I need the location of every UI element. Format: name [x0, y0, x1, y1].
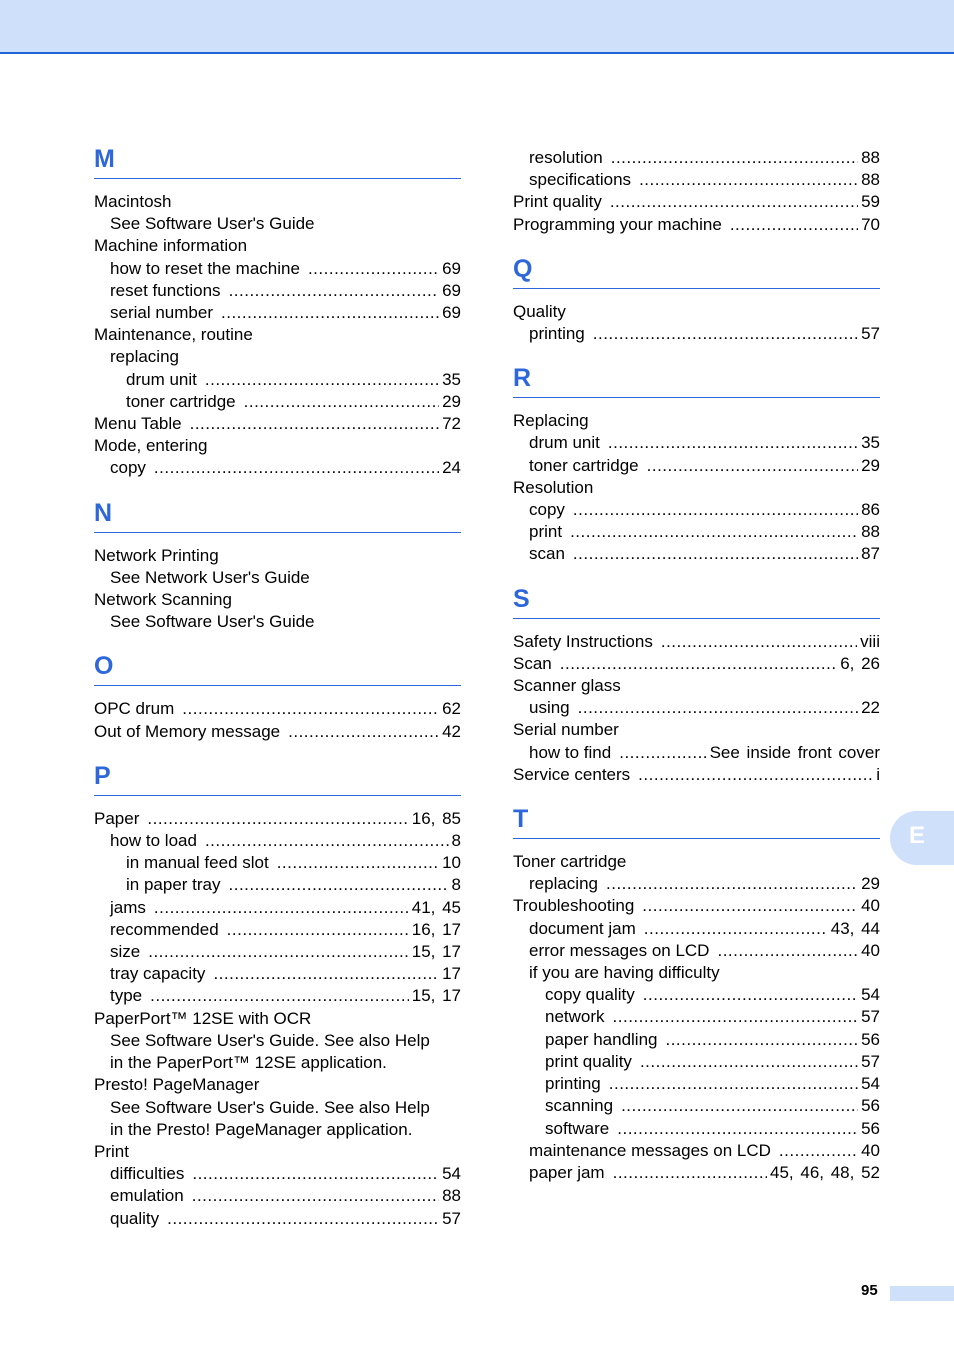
dot-leader — [779, 1140, 858, 1162]
index-entry — [94, 1074, 461, 1096]
entry-term: Presto! PageManager — [94, 1075, 260, 1095]
entry-pages: 24 — [442, 458, 461, 478]
entry-pages: 56 — [861, 1096, 880, 1116]
entry-term: Machine information — [94, 236, 248, 256]
index-entry — [94, 1030, 461, 1052]
dot-leader — [190, 413, 439, 435]
index-section — [513, 250, 880, 345]
index-entry — [513, 169, 880, 191]
entry-pages: 17 — [442, 964, 461, 984]
entry-term: drum unit — [529, 433, 600, 453]
entry-term: type — [110, 986, 143, 1006]
section-rule — [513, 618, 880, 619]
index-entry — [94, 1163, 461, 1185]
entry-pages: 35 — [442, 369, 461, 389]
index-entry — [513, 521, 880, 543]
entry-pages: 29 — [442, 391, 461, 411]
entry-term: in the Presto! PageManager application. — [110, 1119, 413, 1139]
index-entry — [513, 1073, 880, 1095]
entry-pages: 43, 44 — [830, 918, 880, 938]
dot-leader — [647, 455, 858, 477]
dot-leader — [205, 830, 449, 852]
index-entry — [94, 302, 461, 324]
entry-term: difficulties — [110, 1164, 185, 1184]
index-entry — [513, 1095, 880, 1117]
entry-pages: 40 — [861, 1140, 880, 1160]
dot-leader — [621, 1095, 858, 1117]
index-entry — [94, 280, 461, 302]
dot-leader — [244, 391, 439, 413]
entry-pages: 86 — [861, 500, 880, 520]
index-entry — [513, 675, 880, 697]
index-entry — [94, 611, 461, 633]
dot-leader — [661, 631, 857, 653]
entry-term: toner cartridge — [126, 391, 236, 411]
entry-term: software — [545, 1118, 610, 1138]
dot-leader — [609, 1073, 858, 1095]
index-entry — [94, 830, 461, 852]
entry-term: Serial number — [513, 720, 619, 740]
entry-pages: 29 — [861, 874, 880, 894]
index-entry — [513, 895, 880, 917]
entry-pages: 88 — [442, 1186, 461, 1206]
index-section — [94, 647, 461, 742]
index-entry — [94, 1119, 461, 1141]
entry-pages: 40 — [861, 940, 880, 960]
entry-pages: 56 — [861, 1029, 880, 1049]
entry-pages: 62 — [442, 699, 461, 719]
index-entry — [513, 1051, 880, 1073]
entry-term: size — [110, 942, 141, 962]
index-entry — [94, 191, 461, 213]
entry-term: network — [545, 1007, 605, 1027]
page-number-bar — [890, 1286, 954, 1301]
index-section — [513, 580, 880, 786]
index-entry — [513, 719, 880, 741]
entry-term: Safety Instructions — [513, 631, 653, 651]
index-entry — [94, 435, 461, 457]
entry-term: emulation — [110, 1186, 184, 1206]
entry-term: print — [529, 522, 563, 542]
dot-leader — [192, 1185, 439, 1207]
index-column-right — [513, 147, 880, 1184]
entry-term: Print — [94, 1141, 129, 1161]
index-entry — [94, 589, 461, 611]
entry-pages: 41, 45 — [411, 897, 461, 917]
dot-leader — [227, 919, 409, 941]
entry-term: Paper — [94, 808, 140, 828]
section-rule — [94, 795, 461, 796]
entry-term: OPC drum — [94, 699, 175, 719]
entry-term: maintenance messages on LCD — [529, 1140, 771, 1160]
entry-term: document jam — [529, 918, 636, 938]
dot-leader — [613, 1162, 767, 1184]
index-entry — [513, 455, 880, 477]
entry-term: Menu Table — [94, 414, 182, 434]
dot-leader — [593, 323, 858, 345]
entry-term: See Network User's Guide — [110, 567, 310, 587]
entry-term: Mode, entering — [94, 436, 208, 456]
index-entry — [513, 147, 880, 169]
entry-term: See Software User's Guide. See also Help — [110, 1030, 430, 1050]
dot-leader — [642, 895, 858, 917]
index-entry — [513, 477, 880, 499]
index-entry — [513, 432, 880, 454]
index-entry — [94, 213, 461, 235]
entry-term: replacing — [529, 874, 598, 894]
entry-term: specifications — [529, 170, 632, 190]
index-entry — [94, 963, 461, 985]
index-entry — [513, 1029, 880, 1051]
index-entry — [94, 545, 461, 567]
index-entry — [94, 413, 461, 435]
entry-pages: i — [876, 764, 880, 784]
entry-pages: 88 — [861, 522, 880, 542]
entry-pages: 42 — [442, 721, 461, 741]
entry-term: in paper tray — [126, 875, 221, 895]
entry-pages: 35 — [861, 433, 880, 453]
index-section — [513, 359, 880, 565]
index-entry — [513, 940, 880, 962]
index-entry — [513, 851, 880, 873]
entry-term: Scanner glass — [513, 676, 621, 696]
dot-leader — [578, 697, 858, 719]
entry-term: printing — [529, 324, 585, 344]
dot-leader — [617, 1118, 858, 1140]
index-entry — [94, 391, 461, 413]
entry-term: PaperPort™ 12SE with OCR — [94, 1008, 312, 1028]
dot-leader — [640, 1051, 858, 1073]
entry-pages: 15, 17 — [411, 942, 461, 962]
entry-pages: 29 — [861, 455, 880, 475]
index-entry — [94, 1052, 461, 1074]
dot-leader — [730, 214, 858, 236]
section-rule — [94, 178, 461, 179]
entry-pages: 45, 46, 48, 52 — [770, 1162, 880, 1182]
entry-term: copy — [529, 500, 565, 520]
entry-term: copy — [110, 458, 146, 478]
entry-pages: 6, 26 — [840, 653, 880, 673]
index-entry — [513, 918, 880, 940]
index-entry — [513, 410, 880, 432]
entry-term: Network Printing — [94, 545, 219, 565]
entry-term: Scan — [513, 653, 552, 673]
dot-leader — [638, 764, 873, 786]
index-entry — [94, 369, 461, 391]
entry-term: using — [529, 698, 570, 718]
dot-leader — [611, 147, 858, 169]
section-rule — [513, 838, 880, 839]
entry-term: printing — [545, 1074, 601, 1094]
entry-term: Maintenance, routine — [94, 325, 253, 345]
entry-pages: See inside front cover — [709, 742, 880, 762]
entry-pages: 16, 85 — [411, 808, 461, 828]
entry-term: quality — [110, 1208, 160, 1228]
entry-pages: 57 — [861, 324, 880, 344]
dot-leader — [154, 897, 409, 919]
entry-pages: 88 — [861, 148, 880, 167]
dot-leader — [221, 302, 439, 324]
dot-leader — [182, 698, 439, 720]
entry-term: if you are having difficulty — [529, 963, 720, 983]
entry-term: tray capacity — [110, 964, 206, 984]
entry-pages: 54 — [442, 1164, 461, 1184]
index-entry — [94, 1185, 461, 1207]
index-entry — [94, 919, 461, 941]
index-entry — [513, 543, 880, 565]
dot-leader — [229, 874, 449, 896]
entry-term: Replacing — [513, 411, 589, 431]
entry-term: paper jam — [529, 1162, 605, 1182]
index-entry — [513, 697, 880, 719]
entry-pages: 8 — [451, 875, 461, 895]
section-letter: R — [513, 364, 532, 393]
dot-leader — [573, 499, 858, 521]
entry-pages: 10 — [442, 853, 461, 873]
dot-leader — [205, 369, 439, 391]
index-entry — [94, 874, 461, 896]
entry-term: how to reset the machine — [110, 258, 300, 278]
index-section — [94, 494, 461, 634]
entry-pages: 59 — [861, 192, 880, 212]
entry-pages: 69 — [442, 280, 461, 300]
entry-term: See Software User's Guide — [110, 214, 315, 234]
entry-pages: 16, 17 — [411, 919, 461, 939]
dot-leader — [150, 985, 409, 1007]
section-rule — [94, 532, 461, 533]
dot-leader — [154, 457, 439, 479]
index-entry — [513, 631, 880, 653]
dot-leader — [192, 1163, 439, 1185]
section-letter: S — [513, 584, 530, 613]
entry-pages: 57 — [861, 1051, 880, 1071]
section-letter: Q — [513, 254, 533, 283]
entry-term: in manual feed slot — [126, 853, 269, 873]
entry-pages: 54 — [861, 1074, 880, 1094]
entry-term: Macintosh — [94, 192, 172, 211]
index-entry — [513, 873, 880, 895]
index-entry — [513, 301, 880, 323]
entry-pages: 70 — [861, 214, 880, 234]
section-rule — [94, 685, 461, 686]
dot-leader — [288, 721, 439, 743]
entry-pages: 15, 17 — [411, 986, 461, 1006]
entry-term: See Software User's Guide. See also Help — [110, 1097, 430, 1117]
entry-term: reset functions — [110, 280, 221, 300]
index-entry — [94, 457, 461, 479]
dot-leader — [560, 653, 837, 675]
section-letter: P — [94, 761, 111, 790]
index-entry — [94, 1208, 461, 1230]
dot-leader — [213, 963, 439, 985]
dot-leader — [619, 742, 706, 764]
dot-leader — [643, 984, 858, 1006]
index-entry — [94, 1141, 461, 1163]
dot-leader — [167, 1208, 439, 1230]
entry-pages: 56 — [861, 1118, 880, 1138]
index-entry — [513, 653, 880, 675]
index-entry — [94, 941, 461, 963]
index-entry — [94, 235, 461, 257]
index-entry — [513, 962, 880, 984]
dot-leader — [229, 280, 440, 302]
entry-term: toner cartridge — [529, 455, 639, 475]
section-letter: O — [94, 652, 114, 681]
entry-term: drum unit — [126, 369, 197, 389]
entry-term: Toner cartridge — [513, 852, 627, 872]
entry-term: error messages on LCD — [529, 940, 710, 960]
entry-pages: viii — [860, 631, 880, 651]
dot-leader — [610, 191, 858, 213]
index-entry — [513, 742, 880, 764]
dot-leader — [644, 918, 828, 940]
entry-term: Resolution — [513, 477, 594, 497]
entry-term: resolution — [529, 148, 603, 167]
index-entry — [94, 1097, 461, 1119]
index-entry — [94, 985, 461, 1007]
entry-term: copy quality — [545, 985, 635, 1005]
entry-term: Programming your machine — [513, 214, 722, 234]
index-entry — [513, 323, 880, 345]
index-entry — [513, 984, 880, 1006]
entry-term: print quality — [545, 1051, 632, 1071]
entry-pages: 40 — [861, 896, 880, 916]
dot-leader — [665, 1029, 858, 1051]
entry-term: recommended — [110, 919, 219, 939]
entry-term: Network Scanning — [94, 590, 232, 610]
index-entry — [94, 852, 461, 874]
entry-term: Print quality — [513, 192, 602, 212]
index-entry — [513, 1006, 880, 1028]
index-entry — [94, 1008, 461, 1030]
entry-term: Troubleshooting — [513, 896, 635, 916]
index-entry — [94, 324, 461, 346]
dot-leader — [573, 543, 858, 565]
entry-pages: 69 — [442, 303, 461, 323]
entry-term: serial number — [110, 303, 213, 323]
section-rule — [513, 288, 880, 289]
dot-leader — [148, 941, 409, 963]
entry-term: replacing — [110, 347, 179, 367]
entry-term: Service centers — [513, 764, 631, 784]
entry-term: scanning — [545, 1096, 614, 1116]
dot-leader — [717, 940, 858, 962]
entry-term: scan — [529, 544, 565, 564]
dot-leader — [147, 808, 408, 830]
entry-term: See Software User's Guide — [110, 612, 315, 632]
dot-leader — [606, 873, 858, 895]
index-entry — [94, 897, 461, 919]
chapter-tab-letter: E — [909, 822, 926, 849]
entry-pages: 22 — [861, 698, 880, 718]
index-section — [513, 147, 880, 236]
index-entry — [94, 698, 461, 720]
index-entry — [94, 258, 461, 280]
entry-pages: 57 — [861, 1007, 880, 1027]
dot-leader — [608, 432, 858, 454]
entry-pages: 87 — [861, 544, 880, 564]
index-column-left — [94, 140, 461, 1230]
entry-term: how to find — [529, 742, 612, 762]
index-entry — [513, 764, 880, 786]
index-entry — [94, 808, 461, 830]
dot-leader — [570, 521, 858, 543]
index-entry — [513, 191, 880, 213]
entry-pages: 72 — [442, 414, 461, 434]
index-entry — [513, 1162, 880, 1184]
page-number: 95 — [861, 1282, 878, 1299]
dot-leader — [613, 1006, 859, 1028]
index-entry — [513, 1140, 880, 1162]
index-section — [94, 140, 461, 480]
dot-leader — [308, 258, 439, 280]
entry-term: paper handling — [545, 1029, 658, 1049]
index-entry — [513, 499, 880, 521]
section-letter: T — [513, 805, 529, 834]
entry-term: how to load — [110, 831, 197, 851]
header-band — [0, 0, 954, 54]
section-letter: M — [94, 145, 115, 173]
index-entry — [94, 567, 461, 589]
entry-term: in the PaperPort™ 12SE application. — [110, 1053, 387, 1073]
index-entry — [513, 214, 880, 236]
index-section — [94, 757, 461, 1230]
dot-leader — [639, 169, 858, 191]
entry-pages: 69 — [442, 258, 461, 278]
entry-pages: 57 — [442, 1208, 461, 1228]
section-rule — [513, 397, 880, 398]
dot-leader — [277, 852, 439, 874]
entry-pages: 88 — [861, 170, 880, 190]
chapter-tab — [890, 811, 954, 865]
entry-pages: 8 — [451, 831, 461, 851]
index-entry — [94, 346, 461, 368]
section-letter: N — [94, 498, 113, 527]
entry-term: jams — [110, 897, 146, 917]
index-section — [513, 800, 880, 1184]
entry-term: Out of Memory message — [94, 721, 281, 741]
entry-pages: 54 — [861, 985, 880, 1005]
index-entry — [94, 721, 461, 743]
entry-term: Quality — [513, 301, 566, 321]
index-entry — [513, 1118, 880, 1140]
